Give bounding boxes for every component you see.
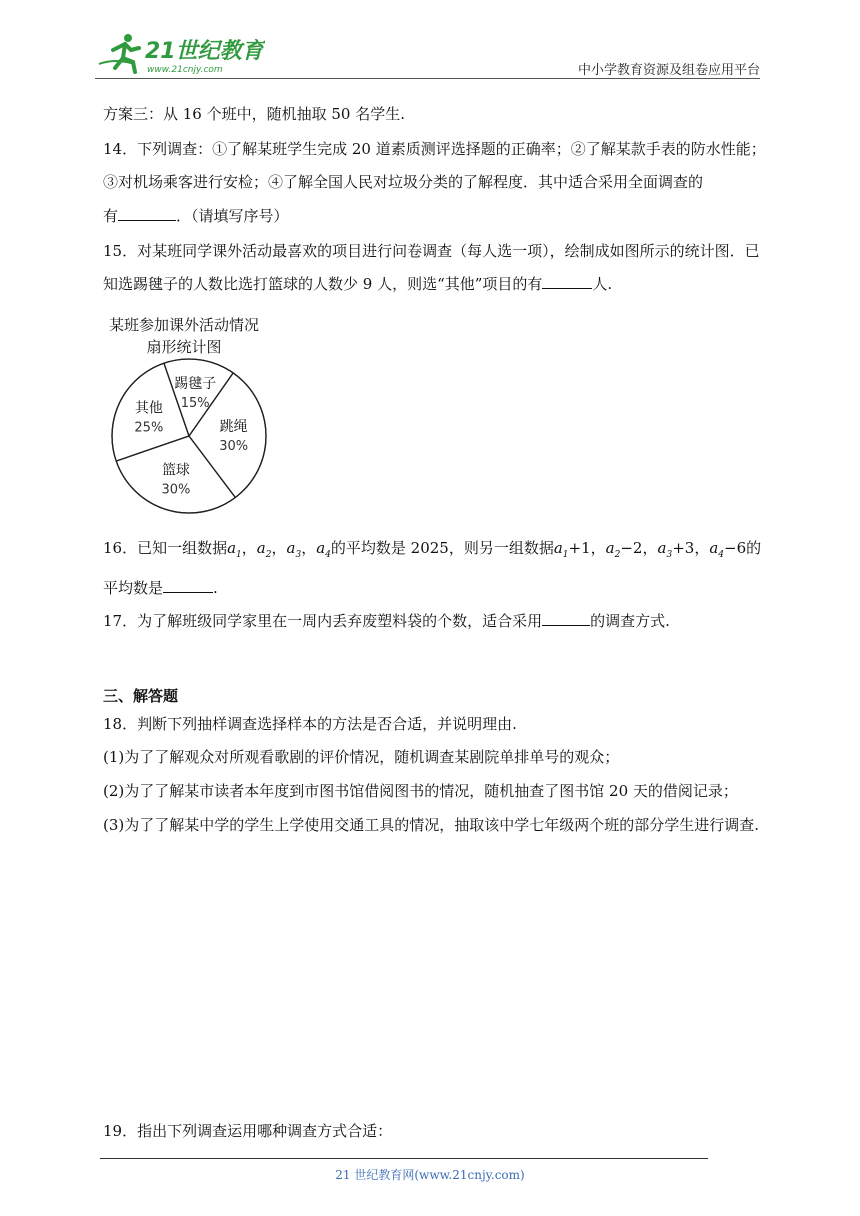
answer-blank-17[interactable] xyxy=(542,611,590,626)
question-18-part-2: (2)为了了解某市读者本年度到市图书馆借阅图书的情况，随机抽查了图书馆 20 天的借阅记录； xyxy=(103,782,738,800)
var-a3: $a_3$ xyxy=(286,539,302,560)
logo-url: www.21cnjy.com xyxy=(147,65,223,75)
var-a2: $a_2$ xyxy=(256,539,272,560)
slice-label: 跳绳 xyxy=(219,419,248,436)
var-a1: $a_1$ xyxy=(227,539,242,560)
question-17-line xyxy=(103,611,670,631)
slice-percent: 15% xyxy=(180,395,210,411)
q17-prefix: 17．为了解班级同学家里在一周内丢弃废塑料袋的个数，适合采用 xyxy=(103,612,543,630)
footer-divider xyxy=(100,1158,708,1159)
q16-prefix: 16．已知一组数据 xyxy=(103,539,228,557)
footer-link[interactable]: 21 世纪教育网(www.21cnjy.com) xyxy=(335,1168,525,1182)
header-divider xyxy=(95,78,760,79)
question-19-line: 19．指出下列调查运用哪种调查方式合适： xyxy=(103,1122,393,1140)
q15-prefix: 知选踢毽子的人数比选打篮球的人数少 9 人，则选“其他”项目的有 xyxy=(103,275,543,293)
question-18-part-1: (1)为了了解观众对所观看歌剧的评价情况，随机调查某剧院单排单号的观众； xyxy=(103,748,620,766)
site-logo xyxy=(95,28,265,78)
plan-three-line: 方案三：从 16 个班中，随机抽取 50 名学生. xyxy=(103,105,406,123)
q14-suffix: ．（请填写序号） xyxy=(176,207,289,225)
slice-percent: 30% xyxy=(161,482,191,498)
question-16-line-1: 16．已知一组数据$a_1$，$a_2$，$a_3$，$a_4$的平均数是 2025，则另一组数据$a_1+1$，$a_2-2$，$a_3+3$，$a_4-6$的 xyxy=(103,539,762,560)
question-15-line-2 xyxy=(103,274,612,294)
question-14-line-1: 14．下列调查：①了解某班学生完成 20 道素质测评选择题的正确率；②了解某款手表的防水性能； xyxy=(103,140,766,158)
q16-b-prefix: 平均数是 xyxy=(103,579,164,597)
chart-subtitle: 扇形统计图 xyxy=(146,338,222,356)
question-14-line-3 xyxy=(103,206,289,226)
question-18-part-3: (3)为了了解某中学的学生上学使用交通工具的情况，抽取该中学七年级两个班的部分学生进行调查. xyxy=(103,816,760,834)
slice-percent: 30% xyxy=(219,439,249,455)
pie-chart xyxy=(100,312,280,517)
slice-label: 其他 xyxy=(134,400,163,417)
var-a4: $a_4$ xyxy=(316,539,331,560)
chart-title: 某班参加课外活动情况 xyxy=(108,316,260,334)
slice-percent: 25% xyxy=(134,420,164,436)
slice-label: 踢毽子 xyxy=(174,375,217,392)
logo-text: 21世纪教育 xyxy=(145,39,264,64)
q15-suffix: 人. xyxy=(592,275,613,293)
expr-a1-plus-1: $a_1$ xyxy=(553,539,569,560)
expr-a4-minus-6: $a_4$ xyxy=(709,539,725,560)
question-15-line-1: 15．对某班同学课外活动最喜欢的项目进行问卷调查（每人选一项），绘制成如图所示的统计图．已 xyxy=(103,242,760,260)
slice-label: 篮球 xyxy=(161,462,190,479)
question-18-line: 18．判断下列抽样调查选择样本的方法是否合适，并说明理由. xyxy=(103,715,517,733)
expr-a2-minus-2: $a_2$ xyxy=(605,539,621,560)
site-name: 中小学教育资源及组卷应用平台 xyxy=(577,63,760,78)
q14-prefix: 有 xyxy=(103,207,119,225)
answer-blank-16[interactable] xyxy=(163,578,213,593)
q16-middle: 的平均数是 2025，则另一组数据 xyxy=(330,539,554,557)
page-header xyxy=(95,28,760,80)
question-16-line-2: 平均数是 . xyxy=(103,579,218,597)
section-heading: 三、解答题 xyxy=(103,687,179,705)
q17-suffix: 的调查方式. xyxy=(590,612,670,630)
question-14-line-2: ③对机场乘客进行安检；④了解全国人民对垃圾分类的了解程度．其中适合采用全面调查的 xyxy=(103,173,704,191)
runner-icon xyxy=(99,34,139,72)
expr-a3-plus-3: $a_3$ xyxy=(657,539,673,560)
answer-blank-14[interactable] xyxy=(118,206,176,221)
answer-blank-15[interactable] xyxy=(542,274,592,289)
